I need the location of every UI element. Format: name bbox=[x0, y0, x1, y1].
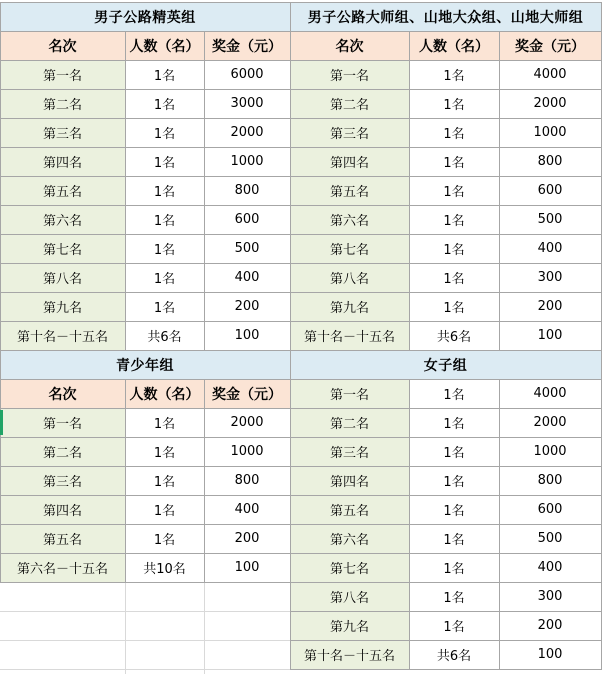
count-cell[interactable]: 1名 bbox=[409, 437, 499, 466]
cell-border bbox=[0, 2, 291, 3]
rank-cell[interactable]: 第六名－十五名 bbox=[0, 553, 125, 582]
rank-cell[interactable]: 第一名 bbox=[290, 379, 409, 408]
count-cell[interactable]: 1名 bbox=[125, 147, 204, 176]
rank-cell[interactable]: 第五名 bbox=[0, 176, 125, 205]
count-cell[interactable]: 1名 bbox=[125, 495, 204, 524]
cell-border bbox=[290, 176, 602, 177]
prize-cell[interactable]: 800 bbox=[499, 147, 601, 176]
count-cell[interactable]: 共6名 bbox=[125, 321, 204, 350]
cell-border bbox=[204, 379, 205, 583]
count-cell[interactable]: 1名 bbox=[409, 379, 499, 408]
cell-border bbox=[290, 466, 602, 467]
rank-cell[interactable]: 第八名 bbox=[290, 263, 409, 292]
count-cell[interactable]: 1名 bbox=[409, 524, 499, 553]
header-rank[interactable]: 名次 bbox=[0, 31, 125, 60]
count-cell[interactable]: 1名 bbox=[125, 118, 204, 147]
cell-border bbox=[290, 553, 602, 554]
rank-cell[interactable]: 第六名 bbox=[290, 524, 409, 553]
count-cell[interactable]: 1名 bbox=[125, 176, 204, 205]
prize-cell[interactable]: 200 bbox=[499, 292, 601, 321]
prize-cell[interactable]: 100 bbox=[204, 553, 290, 582]
prize-cell[interactable]: 600 bbox=[499, 176, 601, 205]
cell-border bbox=[0, 379, 291, 380]
cell-border bbox=[290, 640, 602, 641]
cell-border bbox=[0, 2, 1, 351]
cell-border bbox=[0, 60, 291, 61]
table-title[interactable]: 男子公路精英组 bbox=[0, 2, 290, 31]
rank-cell[interactable]: 第八名 bbox=[0, 263, 125, 292]
rank-cell[interactable]: 第四名 bbox=[0, 495, 125, 524]
cell-border bbox=[290, 2, 291, 351]
rank-cell[interactable]: 第六名 bbox=[0, 205, 125, 234]
rank-cell[interactable]: 第九名 bbox=[290, 292, 409, 321]
cell-border bbox=[0, 640, 291, 641]
cell-border bbox=[290, 379, 602, 380]
prize-cell[interactable]: 3000 bbox=[204, 89, 290, 118]
header-count[interactable]: 人数（名） bbox=[125, 31, 204, 60]
rank-cell[interactable]: 第二名 bbox=[0, 89, 125, 118]
cell-border bbox=[290, 524, 602, 525]
count-cell[interactable]: 共10名 bbox=[125, 553, 204, 582]
prize-cell[interactable]: 800 bbox=[204, 176, 290, 205]
cell-border bbox=[290, 350, 291, 670]
cell-border bbox=[0, 524, 291, 525]
rank-cell[interactable]: 第五名 bbox=[290, 176, 409, 205]
rank-cell[interactable]: 第一名 bbox=[0, 60, 125, 89]
count-cell[interactable]: 1名 bbox=[409, 466, 499, 495]
rank-cell[interactable]: 第八名 bbox=[290, 582, 409, 611]
cell-border bbox=[0, 321, 291, 322]
count-cell[interactable]: 1名 bbox=[125, 205, 204, 234]
rank-cell[interactable]: 第二名 bbox=[0, 437, 125, 466]
count-cell[interactable]: 1名 bbox=[125, 524, 204, 553]
cell-border bbox=[0, 118, 291, 119]
prize-cell[interactable]: 6000 bbox=[204, 60, 290, 89]
cell-border bbox=[0, 31, 291, 32]
prize-cell[interactable]: 800 bbox=[499, 466, 601, 495]
count-cell[interactable]: 1名 bbox=[125, 263, 204, 292]
rank-cell[interactable]: 第三名 bbox=[0, 118, 125, 147]
cell-border bbox=[290, 2, 602, 3]
cell-border bbox=[409, 379, 410, 670]
cell-border bbox=[0, 466, 291, 467]
count-cell[interactable]: 1名 bbox=[409, 147, 499, 176]
cell-border bbox=[0, 205, 291, 206]
rank-cell[interactable]: 第四名 bbox=[290, 466, 409, 495]
prize-cell[interactable]: 1000 bbox=[204, 437, 290, 466]
count-cell[interactable]: 1名 bbox=[409, 263, 499, 292]
prize-cell[interactable]: 4000 bbox=[499, 60, 601, 89]
rank-cell[interactable]: 第七名 bbox=[0, 234, 125, 263]
prize-cell[interactable]: 400 bbox=[499, 553, 601, 582]
rank-cell[interactable]: 第五名 bbox=[290, 495, 409, 524]
cell-border bbox=[0, 350, 291, 351]
cell-border bbox=[0, 89, 291, 90]
rank-cell[interactable]: 第九名 bbox=[290, 611, 409, 640]
rank-cell[interactable]: 第三名 bbox=[290, 118, 409, 147]
prize-cell[interactable]: 500 bbox=[499, 205, 601, 234]
prize-cell[interactable]: 4000 bbox=[499, 379, 601, 408]
cell-border bbox=[0, 176, 291, 177]
cell-border bbox=[125, 31, 126, 351]
header-count[interactable]: 人数（名） bbox=[125, 379, 204, 408]
count-cell[interactable]: 1名 bbox=[409, 553, 499, 582]
rank-cell[interactable]: 第九名 bbox=[0, 292, 125, 321]
rank-cell[interactable]: 第四名 bbox=[0, 147, 125, 176]
cell-border bbox=[290, 60, 602, 61]
cell-border bbox=[499, 379, 500, 670]
rank-cell[interactable]: 第六名 bbox=[290, 205, 409, 234]
cell-border bbox=[290, 89, 602, 90]
prize-cell[interactable]: 100 bbox=[204, 321, 290, 350]
cell-border bbox=[290, 611, 602, 612]
cell-border bbox=[125, 379, 126, 583]
count-cell[interactable]: 1名 bbox=[125, 437, 204, 466]
cell-border bbox=[499, 31, 500, 351]
rank-cell[interactable]: 第十名－十五名 bbox=[290, 640, 409, 669]
cell-border bbox=[290, 147, 602, 148]
rank-cell[interactable]: 第七名 bbox=[290, 553, 409, 582]
header-rank[interactable]: 名次 bbox=[290, 31, 409, 60]
count-cell[interactable]: 1名 bbox=[125, 408, 204, 437]
prize-cell[interactable]: 2000 bbox=[499, 89, 601, 118]
prize-cell[interactable]: 300 bbox=[499, 263, 601, 292]
prize-cell[interactable]: 600 bbox=[204, 205, 290, 234]
cell-border bbox=[125, 582, 126, 674]
rank-cell[interactable]: 第十名－十五名 bbox=[0, 321, 125, 350]
count-cell[interactable]: 1名 bbox=[409, 611, 499, 640]
selection-indicator bbox=[0, 410, 3, 435]
cell-border bbox=[0, 292, 291, 293]
cell-border bbox=[0, 611, 291, 612]
count-cell[interactable]: 1名 bbox=[409, 292, 499, 321]
cell-border bbox=[0, 350, 1, 583]
prize-cell[interactable]: 300 bbox=[499, 582, 601, 611]
cell-border bbox=[290, 582, 602, 583]
rank-cell[interactable]: 第七名 bbox=[290, 234, 409, 263]
rank-cell[interactable]: 第二名 bbox=[290, 89, 409, 118]
cell-border bbox=[0, 437, 291, 438]
count-cell[interactable]: 1名 bbox=[409, 118, 499, 147]
cell-border bbox=[204, 582, 205, 674]
table-title[interactable]: 男子公路大师组、山地大众组、山地大师组 bbox=[290, 2, 601, 31]
cell-border bbox=[409, 31, 410, 351]
count-cell[interactable]: 1名 bbox=[125, 60, 204, 89]
rank-cell[interactable]: 第三名 bbox=[0, 466, 125, 495]
prize-cell[interactable]: 500 bbox=[204, 234, 290, 263]
rank-cell[interactable]: 第四名 bbox=[290, 147, 409, 176]
cell-border bbox=[0, 147, 291, 148]
count-cell[interactable]: 1名 bbox=[409, 60, 499, 89]
cell-border bbox=[0, 263, 291, 264]
prize-cell[interactable]: 400 bbox=[204, 495, 290, 524]
prize-cell[interactable]: 400 bbox=[204, 263, 290, 292]
cell-border bbox=[0, 553, 291, 554]
count-cell[interactable]: 1名 bbox=[409, 408, 499, 437]
rank-cell[interactable]: 第五名 bbox=[0, 524, 125, 553]
prize-cell[interactable]: 2000 bbox=[204, 408, 290, 437]
header-prize[interactable]: 奖金（元） bbox=[204, 379, 290, 408]
cell-border bbox=[290, 669, 602, 670]
count-cell[interactable]: 1名 bbox=[409, 234, 499, 263]
count-cell[interactable]: 共6名 bbox=[409, 321, 499, 350]
prize-cell[interactable]: 800 bbox=[204, 466, 290, 495]
rank-cell[interactable]: 第三名 bbox=[290, 437, 409, 466]
rank-cell[interactable]: 第二名 bbox=[290, 408, 409, 437]
count-cell[interactable]: 1名 bbox=[125, 466, 204, 495]
prize-cell[interactable]: 2000 bbox=[499, 408, 601, 437]
cell-border bbox=[290, 408, 602, 409]
cell-border bbox=[290, 31, 602, 32]
cell-border bbox=[290, 118, 602, 119]
header-count[interactable]: 人数（名） bbox=[409, 31, 499, 60]
header-prize[interactable]: 奖金（元） bbox=[204, 31, 290, 60]
cell-border bbox=[290, 495, 602, 496]
header-prize[interactable]: 奖金（元） bbox=[499, 31, 601, 60]
rank-cell[interactable]: 第一名 bbox=[0, 408, 125, 437]
prize-cell[interactable]: 200 bbox=[499, 611, 601, 640]
prize-cell[interactable]: 500 bbox=[499, 524, 601, 553]
cell-border bbox=[290, 292, 602, 293]
prize-cell[interactable]: 1000 bbox=[499, 437, 601, 466]
prize-cell[interactable]: 600 bbox=[499, 495, 601, 524]
cell-border bbox=[290, 321, 602, 322]
cell-border bbox=[290, 437, 602, 438]
cell-border bbox=[290, 350, 602, 351]
count-cell[interactable]: 1名 bbox=[125, 292, 204, 321]
count-cell[interactable]: 1名 bbox=[409, 89, 499, 118]
cell-border bbox=[290, 263, 602, 264]
header-rank[interactable]: 名次 bbox=[0, 379, 125, 408]
rank-cell[interactable]: 第一名 bbox=[290, 60, 409, 89]
prize-cell[interactable]: 2000 bbox=[204, 118, 290, 147]
table-title[interactable]: 女子组 bbox=[290, 350, 601, 379]
prize-cell[interactable]: 200 bbox=[204, 292, 290, 321]
cell-border bbox=[0, 408, 291, 409]
prize-cell[interactable]: 1000 bbox=[204, 147, 290, 176]
prize-cell[interactable]: 200 bbox=[204, 524, 290, 553]
count-cell[interactable]: 1名 bbox=[409, 495, 499, 524]
rank-cell[interactable]: 第十名－十五名 bbox=[290, 321, 409, 350]
count-cell[interactable]: 1名 bbox=[125, 234, 204, 263]
cell-border bbox=[0, 582, 291, 583]
prize-cell[interactable]: 100 bbox=[499, 321, 601, 350]
count-cell[interactable]: 共6名 bbox=[409, 640, 499, 669]
cell-border bbox=[290, 234, 602, 235]
prize-cell[interactable]: 1000 bbox=[499, 118, 601, 147]
count-cell[interactable]: 1名 bbox=[409, 582, 499, 611]
cell-border bbox=[290, 205, 602, 206]
table-title[interactable]: 青少年组 bbox=[0, 350, 290, 379]
cell-border bbox=[204, 31, 205, 351]
cell-border bbox=[0, 669, 291, 670]
cell-border bbox=[0, 234, 291, 235]
prize-cell[interactable]: 400 bbox=[499, 234, 601, 263]
count-cell[interactable]: 1名 bbox=[125, 89, 204, 118]
count-cell[interactable]: 1名 bbox=[409, 176, 499, 205]
prize-cell[interactable]: 100 bbox=[499, 640, 601, 669]
cell-border bbox=[0, 495, 291, 496]
count-cell[interactable]: 1名 bbox=[409, 205, 499, 234]
